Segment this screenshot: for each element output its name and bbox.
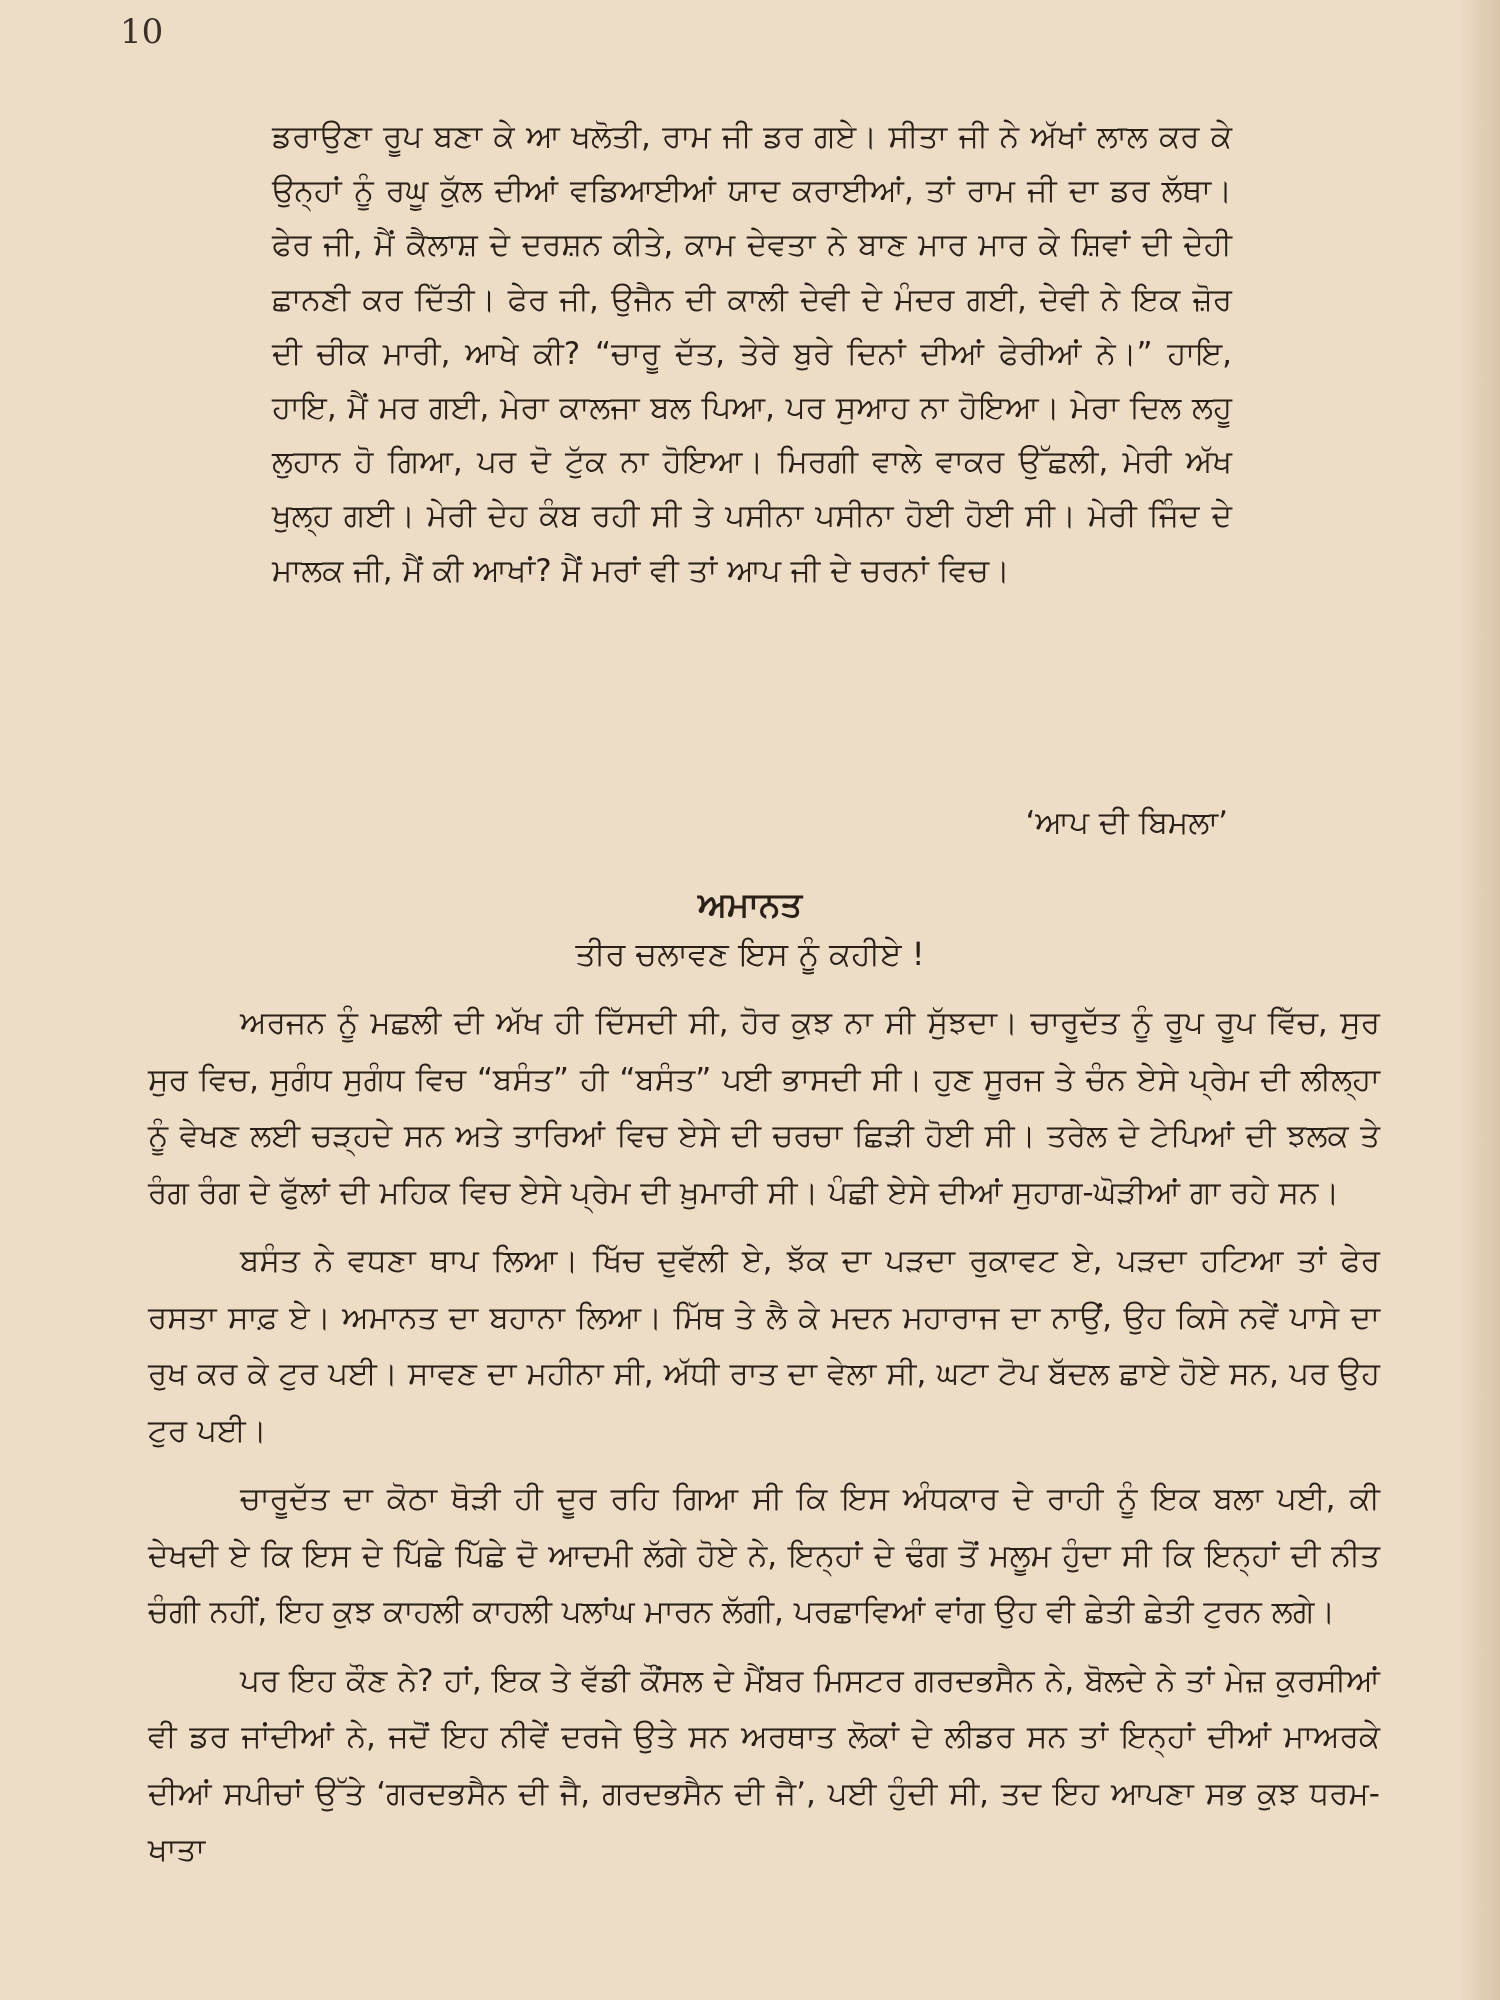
story-paragraph: ਚਾਰੂਦੱਤ ਦਾ ਕੋਠਾ ਥੋੜੀ ਹੀ ਦੂਰ ਰਹਿ ਗਿਆ ਸੀ ਕਿ ਇਸ ਅੰਧਕਾਰ ਦੇ ਰਾਹੀ ਨੂੰ ਇਕ ਬਲਾ ਪਈ, ਕੀ ਦੇਖਦੀ ਏ ਕਿ ਇਸ ਦੇ ਪਿੱਛੇ ਪਿੱਛੇ ਦੋ ਆਦਮੀ ਲੱਗੇ ਹੋਏ ਨੇ, ਇਨ੍ਹਾਂ ਦੇ ਢੰਗ ਤੋਂ ਮਲੂਮ ਹੁੰਦਾ ਸੀ ਕਿ ਇਨ੍ਹਾਂ ਦੀ ਨੀਤ ਚੰਗੀ ਨਹੀਂ, ਇਹ ਕੁਝ ਕਾਹਲੀ ਕਾਹਲੀ ਪਲਾਂਘ ਮਾਰਨ ਲੱਗੀ, ਪਰਛਾਵਿਆਂ ਵਾਂਗ ਉਹ ਵੀ ਛੇਤੀ ਛੇਤੀ ਟੁਰਨ ਲਗੇ। [148, 1481, 1380, 1630]
story-paragraph: ਪਰ ਇਹ ਕੌਣ ਨੇ? ਹਾਂ, ਇਕ ਤੇ ਵੱਡੀ ਕੌਂਸਲ ਦੇ ਮੈਂਬਰ ਮਿਸਟਰ ਗਰਦਭਸੈਨ ਨੇ, ਬੋਲਦੇ ਨੇ ਤਾਂ ਮੇਜ਼ ਕੁਰਸੀਆਂ ਵੀ ਡਰ ਜਾਂਦੀਆਂ ਨੇ, ਜਦੋਂ ਇਹ ਨੀਵੇਂ ਦਰਜੇ ਉਤੇ ਸਨ ਅਰਥਾਤ ਲੋਕਾਂ ਦੇ ਲੀਡਰ ਸਨ ਤਾਂ ਇਨ੍ਹਾਂ ਦੀਆਂ ਮਾਅਰਕੇ ਦੀਆਂ ਸਪੀਚਾਂ ਉੱਤੇ ‘ਗਰਦਭਸੈਨ ਦੀ ਜੈ, ਗਰਦਭਸੈਨ ਦੀ ਜੈ’, ਪਈ ਹੁੰਦੀ ਸੀ, ਤਦ ਇਹ ਆਪਣਾ ਸਭ ਕੁਝ ਧਰਮ-ਖਾਤਾ [148, 1662, 1380, 1868]
letter-body [272, 110, 1232, 598]
page-number: 10 [120, 12, 164, 52]
story-body [148, 995, 1380, 1891]
letter-paragraph: ਡਰਾਉਣਾ ਰੂਪ ਬਣਾ ਕੇ ਆ ਖਲੋਤੀ, ਰਾਮ ਜੀ ਡਰ ਗਏ। ਸੀਤਾ ਜੀ ਨੇ ਅੱਖਾਂ ਲਾਲ ਕਰ ਕੇ ਉਨ੍ਹਾਂ ਨੂੰ ਰਘੂ ਕੁੱਲ ਦੀਆਂ ਵਡਿਆਈਆਂ ਯਾਦ ਕਰਾਈਆਂ, ਤਾਂ ਰਾਮ ਜੀ ਦਾ ਡਰ ਲੱਥਾ। ਫੇਰ ਜੀ, ਮੈਂ ਕੈਲਾਸ਼ ਦੇ ਦਰਸ਼ਨ ਕੀਤੇ, ਕਾਮ ਦੇਵਤਾ ਨੇ ਬਾਣ ਮਾਰ ਮਾਰ ਕੇ ਸ਼ਿਵਾਂ ਦੀ ਦੇਹੀ ਛਾਨਣੀ ਕਰ ਦਿੱਤੀ। ਫੇਰ ਜੀ, ਉਜੈਨ ਦੀ ਕਾਲੀ ਦੇਵੀ ਦੇ ਮੰਦਰ ਗਈ, ਦੇਵੀ ਨੇ ਇਕ ਜ਼ੋਰ ਦੀ ਚੀਕ ਮਾਰੀ, ਆਖੇ ਕੀ? “ਚਾਰੂ ਦੱਤ, ਤੇਰੇ ਬੁਰੇ ਦਿਨਾਂ ਦੀਆਂ ਫੇਰੀਆਂ ਨੇ।” ਹਾਇ, ਹਾਇ, ਮੈਂ ਮਰ ਗਈ, ਮੇਰਾ ਕਾਲਜਾ ਬਲ ਪਿਆ, ਪਰ ਸੁਆਹ ਨਾ ਹੋਇਆ। ਮੇਰਾ ਦਿਲ ਲਹੂ ਲੁਹਾਨ ਹੋ ਗਿਆ, ਪਰ ਦੋ ਟੁੱਕ ਨਾ ਹੋਇਆ। ਮਿਰਗੀ ਵਾਲੇ ਵਾਕਰ ਉੱਛਲੀ, ਮੇਰੀ ਅੱਖ ਖੁਲ੍ਹ ਗਈ। ਮੇਰੀ ਦੇਹ ਕੰਬ ਰਹੀ ਸੀ ਤੇ ਪਸੀਨਾ ਪਸੀਨਾ ਹੋਈ ਹੋਈ ਸੀ। ਮੇਰੀ ਜਿੰਦ ਦੇ ਮਾਲਕ ਜੀ, ਮੈਂ ਕੀ ਆਖਾਂ? ਮੈਂ ਮਰਾਂ ਵੀ ਤਾਂ ਆਪ ਜੀ ਦੇ ਚਰਨਾਂ ਵਿਚ। [272, 119, 1232, 589]
page-edge-shadow [1460, 0, 1500, 2000]
story-title: ਅਮਾਨਤ [697, 885, 803, 925]
story-paragraph: ਅਰਜਨ ਨੂੰ ਮਛਲੀ ਦੀ ਅੱਖ ਹੀ ਦਿੱਸਦੀ ਸੀ, ਹੋਰ ਕੁਝ ਨਾ ਸੀ ਸੁੱਝਦਾ। ਚਾਰੂਦੱਤ ਨੂੰ ਰੂਪ ਰੂਪ ਵਿੱਚ, ਸੁਰ ਸੁਰ ਵਿਚ, ਸੁਗੰਧ ਸੁਗੰਧ ਵਿਚ “ਬਸੰਤ” ਹੀ “ਬਸੰਤ” ਪਈ ਭਾਸਦੀ ਸੀ। ਹੁਣ ਸੂਰਜ ਤੇ ਚੰਨ ਏਸੇ ਪ੍ਰੇਮ ਦੀ ਲੀਲ੍ਹਾ ਨੂੰ ਵੇਖਣ ਲਈ ਚੜ੍ਹਦੇ ਸਨ ਅਤੇ ਤਾਰਿਆਂ ਵਿਚ ਏਸੇ ਦੀ ਚਰਚਾ ਛਿੜੀ ਹੋਈ ਸੀ। ਤਰੇਲ ਦੇ ਟੇਪਿਆਂ ਦੀ ਝਲਕ ਤੇ ਰੰਗ ਰੰਗ ਦੇ ਫੁੱਲਾਂ ਦੀ ਮਹਿਕ ਵਿਚ ਏਸੇ ਪ੍ਰੇਮ ਦੀ ਖ਼ੁਮਾਰੀ ਸੀ। ਪੰਛੀ ਏਸੇ ਦੀਆਂ ਸੁਹਾਗ-ਘੋੜੀਆਂ ਗਾ ਰਹੇ ਸਨ। [148, 1005, 1380, 1211]
story-subtitle: ਤੀਰ ਚਲਾਵਣ ਇਸ ਨੂੰ ਕਹੀਏ ! [575, 935, 925, 973]
letter-signature: ‘ਆਪ ਦੀ ਬਿਮਲਾ’ [1025, 805, 1228, 841]
story-paragraph: ਬਸੰਤ ਨੇ ਵਧਣਾ ਥਾਪ ਲਿਆ। ਖਿੱਚ ਦੁਵੱਲੀ ਏ, ਝੱਕ ਦਾ ਪੜਦਾ ਰੁਕਾਵਟ ਏ, ਪੜਦਾ ਹਟਿਆ ਤਾਂ ਫੇਰ ਰਸਤਾ ਸਾਫ਼ ਏ। ਅਮਾਨਤ ਦਾ ਬਹਾਨਾ ਲਿਆ। ਮਿੱਥ ਤੇ ਲੈ ਕੇ ਮਦਨ ਮਹਾਰਾਜ ਦਾ ਨਾਉਂ, ਉਹ ਕਿਸੇ ਨਵੇਂ ਪਾਸੇ ਦਾ ਰੁਖ ਕਰ ਕੇ ਟੁਰ ਪਈ। ਸਾਵਣ ਦਾ ਮਹੀਨਾ ਸੀ, ਅੱਧੀ ਰਾਤ ਦਾ ਵੇਲਾ ਸੀ, ਘਟਾ ਟੋਪ ਬੱਦਲ ਛਾਏ ਹੋਏ ਸਨ, ਪਰ ਉਹ ਟੁਰ ਪਈ। [148, 1243, 1380, 1449]
